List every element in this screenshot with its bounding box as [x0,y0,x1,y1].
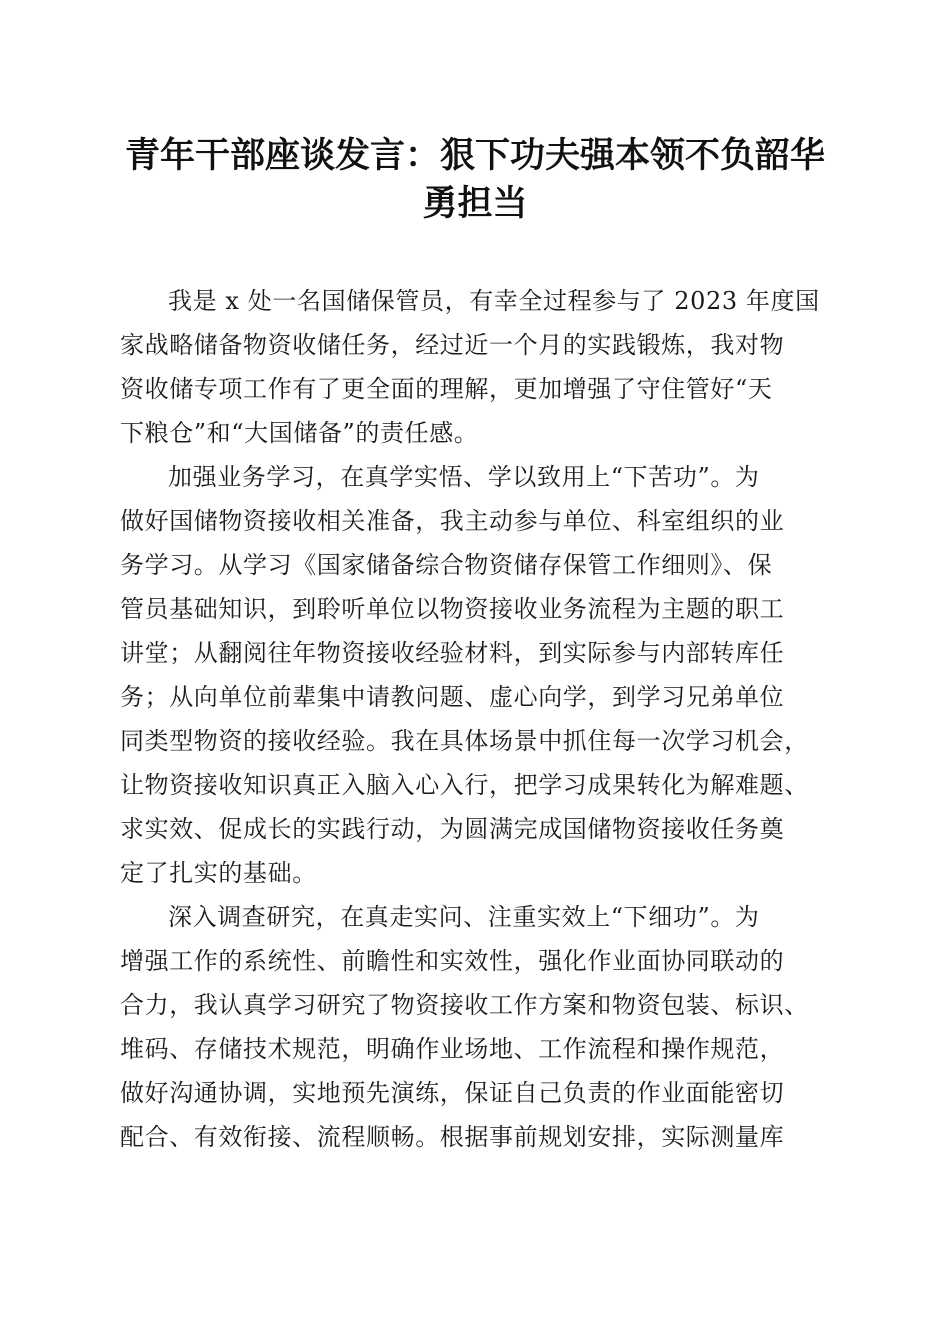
text-line: 讲堂；从翻阅往年物资接收经验材料，到实际参与内部转库任 [120,639,785,667]
text-line: 求实效、促成长的实践行动，为圆满完成国储物资接收任务奠 [120,815,785,843]
text-line: 家战略储备物资收储任务，经过近一个月的实践锻炼，我对物 [120,331,785,359]
text-line: 深入调查研究，在真走实问、注重实效上“下细功”。为 [168,903,760,931]
text-line: 下粮仓”和“大国储备”的责任感。 [120,419,479,447]
text-line: 做好沟通协调，实地预先演练，保证自己负责的作业面能密切 [120,1079,785,1107]
text-line: 管员基础知识，到聆听单位以物资接收业务流程为主题的职工 [120,595,785,623]
title-line: 勇担当 [422,183,528,224]
text-line: 加强业务学习，在真学实悟、学以致用上“下苦功”。为 [168,463,760,491]
document-title [100,132,850,228]
text-line: 定了扎实的基础。 [120,859,317,887]
text-line: 增强工作的系统性、前瞻性和实效性，强化作业面协同联动的 [120,947,785,975]
text-line: 合力，我认真学习研究了物资接收工作方案和物资包装、标识、 [120,991,809,1019]
text-line: 务；从向单位前辈集中请教问题、虚心向学，到学习兄弟单位 [120,683,785,711]
paragraph-study [120,455,832,895]
title-line: 青年干部座谈发言：狠下功夫强本领不负韶华 [124,135,825,176]
text-line: 务学习。从学习《国家储备综合物资储存保管工作细则》、保 [120,551,773,579]
paragraph-intro [120,279,832,455]
text-line: 配合、有效衔接、流程顺畅。根据事前规划安排，实际测量库 [120,1123,785,1151]
text-line: 堆码、存储技术规范，明确作业场地、工作流程和操作规范， [120,1035,785,1063]
text-line: 同类型物资的接收经验。我在具体场景中抓住每一次学习机会， [120,727,809,755]
text-line: 做好国储物资接收相关准备，我主动参与单位、科室组织的业 [120,507,785,535]
text-line: 我是 x 处一名国储保管员，有幸全过程参与了 2023 年度国 [168,287,820,315]
text-line: 资收储专项工作有了更全面的理解，更加增强了守住管好“天 [120,375,773,403]
document-body [120,279,832,1159]
paragraph-research [120,895,832,1159]
text-line: 让物资接收知识真正入脑入心入行，把学习成果转化为解难题、 [120,771,809,799]
